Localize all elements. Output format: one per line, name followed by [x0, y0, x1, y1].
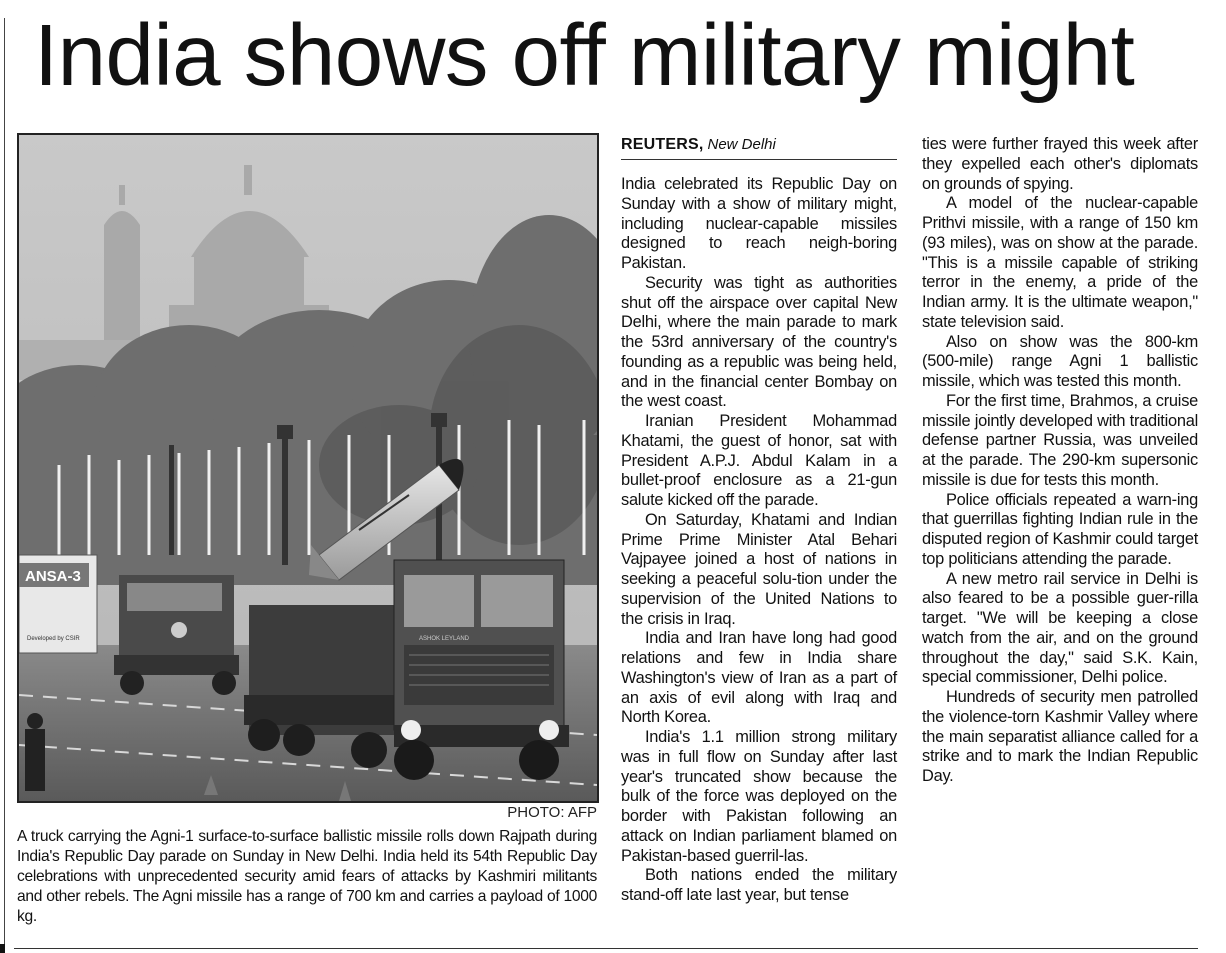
soldier-figure: [25, 713, 45, 791]
article-paragraph: India's 1.1 million strong military was in full flow on Sunday after last year's truncated show because the bulk of the force was deployed on the border with Pakistan following an attack on Indian parliament blamed on Pakistan-based guerril-las.: [621, 728, 897, 865]
article-paragraph: A new metro rail service in Delhi is also feared to be a possible guer-rilla target. "We will be keeping a close watch from the air, and on the ground throughout the day," said S.K. Kain, special commissioner, Delhi police.: [922, 569, 1198, 687]
byline-dateline: New Delhi: [707, 136, 776, 153]
float-small-text: Developed by CSIR: [27, 636, 80, 642]
article-paragraph: Also on show was the 800-km (500-mile) range Agni 1 ballistic missile, which was tested this month.: [922, 332, 1198, 390]
parade-float: [19, 555, 97, 653]
page-corner-mark: [0, 944, 5, 953]
article-paragraph: Hundreds of security men patrolled the violence-torn Kashmir Valley where the main separatist alliance called for a strike and to mark the Indian Republic Day.: [922, 688, 1198, 785]
article-column-2: [922, 135, 1198, 787]
bottom-page-rule: [14, 948, 1198, 949]
byline: [621, 135, 897, 160]
article-paragraph: Both nations ended the military stand-off late last year, but tense: [621, 866, 897, 904]
photo-caption: A truck carrying the Agni-1 surface-to-surface ballistic missile rolls down Rajpath during India's Republic Day parade on Sunday in New Delhi. India held its 54th Republic Day celebrations with unprecedented security amid fears of attacks by Kashmiri militants and other rebels. The Agni missile has a range of 700 km and carries a payload of 1000 kg.: [17, 828, 597, 925]
truck-brand: ASHOK LEYLAND: [419, 636, 470, 642]
headline: India shows off military might: [34, 7, 1135, 104]
article-paragraph: A model of the nuclear-capable Prithvi missile, with a range of 150 km (93 miles), was on show at the parade. "This is a missile capable of striking terror in the enemy, a pride of the Indian army. It is the ultimate weapon," state television said.: [922, 194, 1198, 331]
article-paragraph-continued: ties were further frayed this week after they expelled each other's diplomats on grounds of spying.: [922, 135, 1198, 193]
byline-agency: REUTERS,: [621, 136, 704, 153]
article-paragraph: India and Iran have long had good relations and few in India share Washington's view of Iran as a part of an axis of evil along with Iraq and North Korea.: [621, 629, 897, 727]
article-paragraph: For the first time, Brahmos, a cruise missile jointly developed with traditional defense partner Russia, was unveiled at the parade. The 290-km supersonic missile is due for tests this month.: [922, 391, 1198, 489]
truck-cab: [394, 560, 569, 780]
article-paragraph: India celebrated its Republic Day on Sunday with a show of military might, including nuclear-capable missiles designed to reach neigh-boring Pakistan.: [621, 175, 897, 272]
article-column-1: [621, 175, 897, 906]
article-paragraph: Security was tight as authorities shut off the airspace over capital New Delhi, where the main parade to mark the 53rd anniversary of the country's founding as a republic was being held, and in the financial center Bombay on the west coast.: [621, 273, 897, 411]
parade-photo-illustration: [19, 135, 597, 801]
article-paragraph: Iranian President Mohammad Khatami, the guest of honor, sat with President A.P.J. Abdul Kalam in a bullet-proof enclosure as a 21-gun salute kicked off the parade.: [621, 412, 897, 509]
photo-credit: PHOTO: AFP: [507, 804, 597, 821]
article-paragraph: On Saturday, Khatami and Indian Prime Prime Minister Atal Behari Vajpayee joined a host of nations in seeking a peaceful solu-tion under the supervision of the United Nations to the crisis in Iraq.: [621, 510, 897, 628]
left-page-rule: [4, 18, 5, 953]
article-paragraph: Police officials repeated a warn-ing that guerrillas fighting Indian rule in the disputed region of Kashmir could target top politicians attending the parade.: [922, 490, 1198, 568]
float-sign: ANSA-3: [25, 568, 81, 585]
news-photo: [17, 133, 599, 803]
